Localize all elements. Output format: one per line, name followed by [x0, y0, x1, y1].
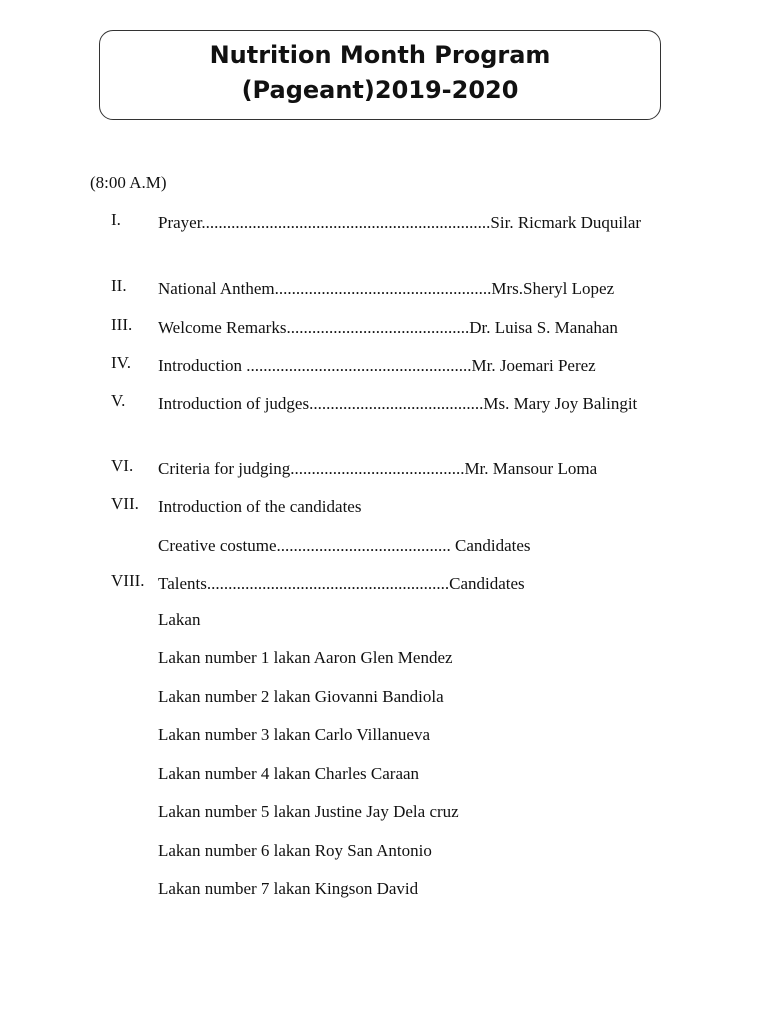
- program-time: (8:00 A.M): [90, 173, 167, 192]
- item-text: Welcome Remarks...........................................Dr. Luisa S. Manahan: [158, 318, 618, 337]
- lakan-list-item: Lakan number 1 lakan Aaron Glen Mendez: [158, 648, 453, 667]
- item-text: National Anthem...................................................Mrs.Sheryl Lopez: [158, 279, 615, 298]
- item-numeral: VI.: [111, 456, 134, 475]
- item-text: Introduction of judges.........................................Ms. Mary Joy Balingit: [158, 394, 638, 413]
- lakan-heading: Lakan: [158, 610, 201, 629]
- lakan-list-item: Lakan number 7 lakan Kingson David: [158, 879, 419, 898]
- title-line-1: Nutrition Month Program: [209, 41, 551, 69]
- item-numeral: VIII.: [111, 571, 145, 590]
- item-text: Introduction .....................................................Mr. Joemari Perez: [158, 356, 596, 375]
- lakan-list-item: Lakan number 5 lakan Justine Jay Dela cruz: [158, 802, 459, 821]
- item-text: Introduction of the candidates: [158, 497, 362, 516]
- title-line-2: (Pageant)2019-2020: [241, 76, 519, 104]
- item-numeral: III.: [111, 315, 133, 334]
- item-numeral: II.: [111, 276, 127, 295]
- title-box: [99, 30, 661, 120]
- item-text: Creative costume......................................... Candidates: [158, 536, 531, 555]
- item-numeral: V.: [111, 391, 126, 410]
- item-text: Prayer....................................................................Sir. Ricmark Duquilar: [158, 213, 642, 232]
- lakan-list-item: Lakan number 6 lakan Roy San Antonio: [158, 841, 432, 860]
- item-numeral: I.: [111, 210, 121, 229]
- lakan-list-item: Lakan number 3 lakan Carlo Villanueva: [158, 725, 430, 744]
- lakan-list-item: Lakan number 2 lakan Giovanni Bandiola: [158, 687, 444, 706]
- item-numeral: IV.: [111, 353, 131, 372]
- lakan-list-item: Lakan number 4 lakan Charles Caraan: [158, 764, 420, 783]
- item-text: Talents.........................................................Candidates: [158, 574, 525, 593]
- item-text: Criteria for judging.........................................Mr. Mansour Loma: [158, 459, 598, 478]
- item-numeral: VII.: [111, 494, 139, 513]
